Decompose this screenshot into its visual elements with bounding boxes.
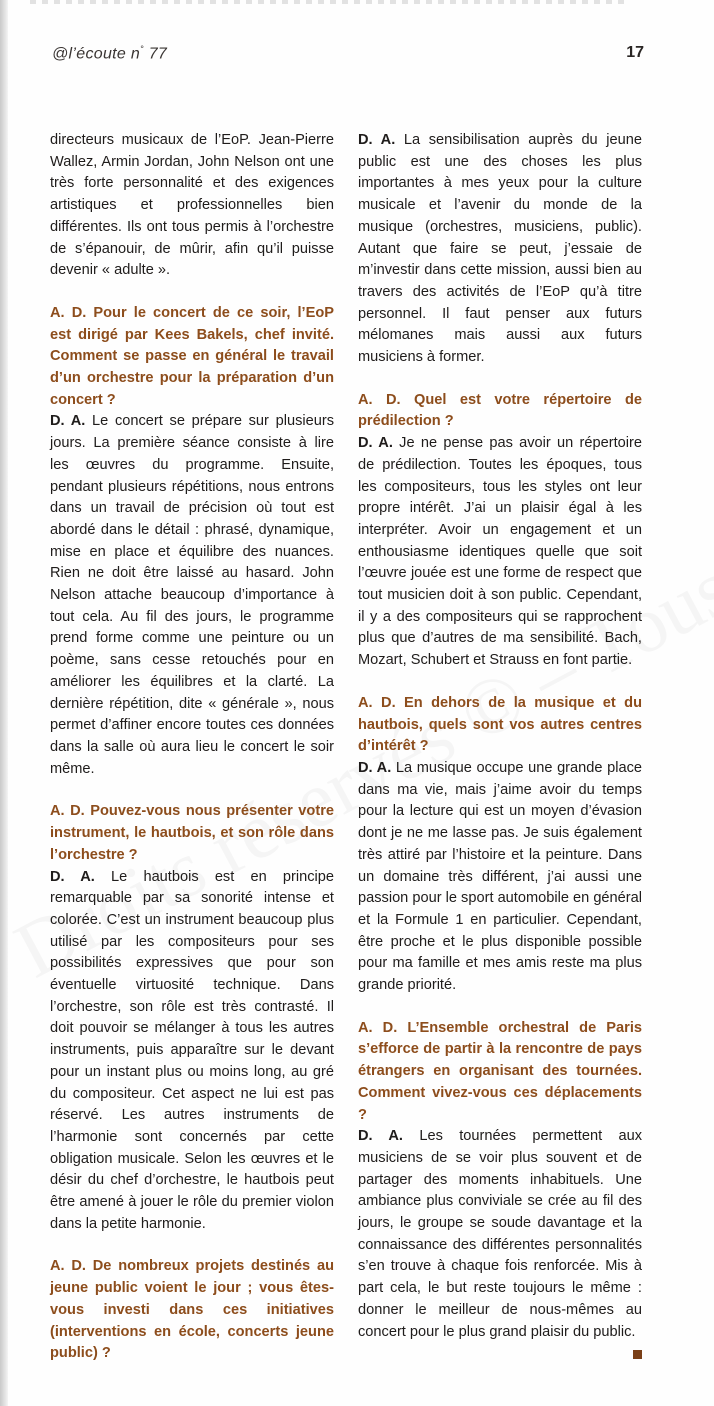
publication-title	[52, 44, 167, 63]
answer-1	[50, 411, 334, 780]
answer-3	[358, 130, 642, 369]
answer-5-text: La musique occupe une grande place dans ma vie, mais j’aime avoir du temps pour la lecture qui est un moyen d’évasion dont je ne me lasse pas. Je suis également très attiré par l’histoire et la peinture. Dans un domaine très différent, j’ai aussi une passion pour le sport automobile en général et la Formule 1 en particulier. Cependant, être proche et le plus disponible possible pour ma famille et mes amis reste ma plus grande priorité.	[358, 759, 642, 994]
speaker-label: D. A.	[358, 435, 393, 452]
intro-paragraph: directeurs musicaux de l’EoP. Jean-Pierre Wallez, Armin Jordan, John Nelson ont une très forte personnalité et des exigences artistiques et professionnelles bien différentes. Ils ont tous permis à l’orchestre de s’épanouir, de mûrir, afin qu’il puisse devenir « adulte ».	[50, 132, 334, 279]
answer-6	[358, 1126, 642, 1343]
speaker-label: D. A.	[358, 132, 396, 148]
answer-6-text: Les tournées permettent aux musiciens de se voir plus souvent et de partager des moments inhabituels. Une ambiance plus conviviale se crée au fil des jours, le groupe se soude davantage et la connaissance des différentes personnalités s’en trouve à chaque fois renforcée. Mis à part cela, le but reste toujours le même : donner le meilleur de nous-mêmes au concert pour le plus grand plaisir du public.	[358, 1128, 643, 1340]
answer-2-text: Le hautbois est en principe remarquable par sa sonorité intense et colorée. C’est un instrument beaucoup plus utilisé par les compositeurs pour ses possibilités expressives que pour son éventuelle virtuosité technique. Dans l’orchestre, son rôle est très contrasté. Il doit pouvoir se mélanger à tous les autres instruments, puis apparaître sur le devant pour un instant plus ou moins long, au gré du compositeur. Cet aspect ne lui est pas réservé. Les autres instruments de l’harmonie sont concernés par cette obligation musicale. Selon les œuvres et le désir du chef d’orchestre, le hautbois peut être amené à jouer le rôle du premier violon dans la petite harmonie.	[50, 868, 334, 1232]
end-of-article-square-icon	[633, 1350, 642, 1359]
issue-sup: °	[140, 44, 144, 54]
answer-5	[358, 758, 642, 997]
scan-top-edge	[30, 0, 630, 4]
answer-1-text: Le concert se prépare sur plusieurs jours. La première séance consiste à lire les œuvres du programme. Ensuite, pendant plusieurs répétitions, nous entrons dans un travail de précision où tout est abordé dans le détail : phrasé, dynamique, mise en place et équilibre des nuances. Rien ne doit être laissé au hasard. John Nelson attache beaucoup d’importance à tout cela. Au fil des jours, le programme prend forme comme une peinture ou un poème, sans cesse retouchés pour en améliorer les équilibres et la clarté. La dernière répétition, dite « générale », nous permet d’affiner encore toutes ces données dans la salle où aura lieu le concert le soir même.	[50, 413, 334, 777]
question-1: A. D. Pour le concert de ce soir, l’EoP est dirigé par Kees Bakels, chef invité. Comment se passe en général le travail d’un orchestre pour la préparation d’un concert ?	[50, 304, 334, 408]
question-3: A. D. De nombreux projets destinés au jeune public voient le jour ; vous êtes-vous investi dans ces initiatives (interventions en école, concerts jeune public) ?	[50, 1258, 334, 1362]
question-6: A. D. L’Ensemble orchestral de Paris s’efforce de partir à la rencontre de pays étrangers en organisant des tournées. Comment vivez-vous ces déplacements ?	[358, 1019, 642, 1123]
publication-name: @l’écoute	[52, 45, 127, 63]
page-number: 17	[626, 44, 644, 61]
answer-3-text: La sensibilisation auprès du jeune public est une des choses les plus importantes à mes yeux pour la culture musicale et l’avenir du monde de la musique (orchestres, musiciens, public). Autant que faire se peut, j’essaie de m’investir dans cette mission, aussi bien au travers des activités de l’EoP qu’à titre personnel. Il faut penser aux futurs mélomanes mais aussi aux futurs musiciens à former.	[358, 132, 642, 366]
question-5: A. D. En dehors de la musique et du hautbois, quels sont vos autres centres d’intérêt ?	[358, 694, 642, 755]
speaker-label: D. A.	[358, 759, 392, 776]
answer-4-text: Je ne pense pas avoir un répertoire de prédilection. Toutes les époques, tous les compositeurs, tous les styles ont leur propre intérêt. J’ai un plaisir égal à les interpréter. Avoir un engagement et un enthousiasme identiques quelle que soit l’œuvre jouée est une forme de respect que tout musicien doit à son public. Cependant, il y a des compositeurs qui se rapprochent plus que d’autres de ma sensibilité. Bach, Mozart, Schubert et Strauss en font partie.	[358, 435, 642, 669]
speaker-label: D. A.	[358, 1128, 403, 1145]
answer-4	[358, 433, 642, 672]
speaker-label: D. A.	[50, 868, 95, 885]
question-2: A. D. Pouvez-vous nous présenter votre instrument, le hautbois, et son rôle dans l’orchestre ?	[50, 803, 334, 863]
question-4: A. D. Quel est votre répertoire de prédilection ?	[358, 391, 642, 430]
speaker-label: D. A.	[50, 413, 86, 430]
answer-2	[50, 867, 334, 1236]
right-column	[358, 130, 642, 1359]
issue-prefix: n	[130, 45, 141, 63]
issue-number: 77	[148, 45, 168, 63]
left-column	[50, 130, 334, 1365]
scan-left-edge	[0, 0, 8, 1406]
page-header	[52, 44, 644, 68]
